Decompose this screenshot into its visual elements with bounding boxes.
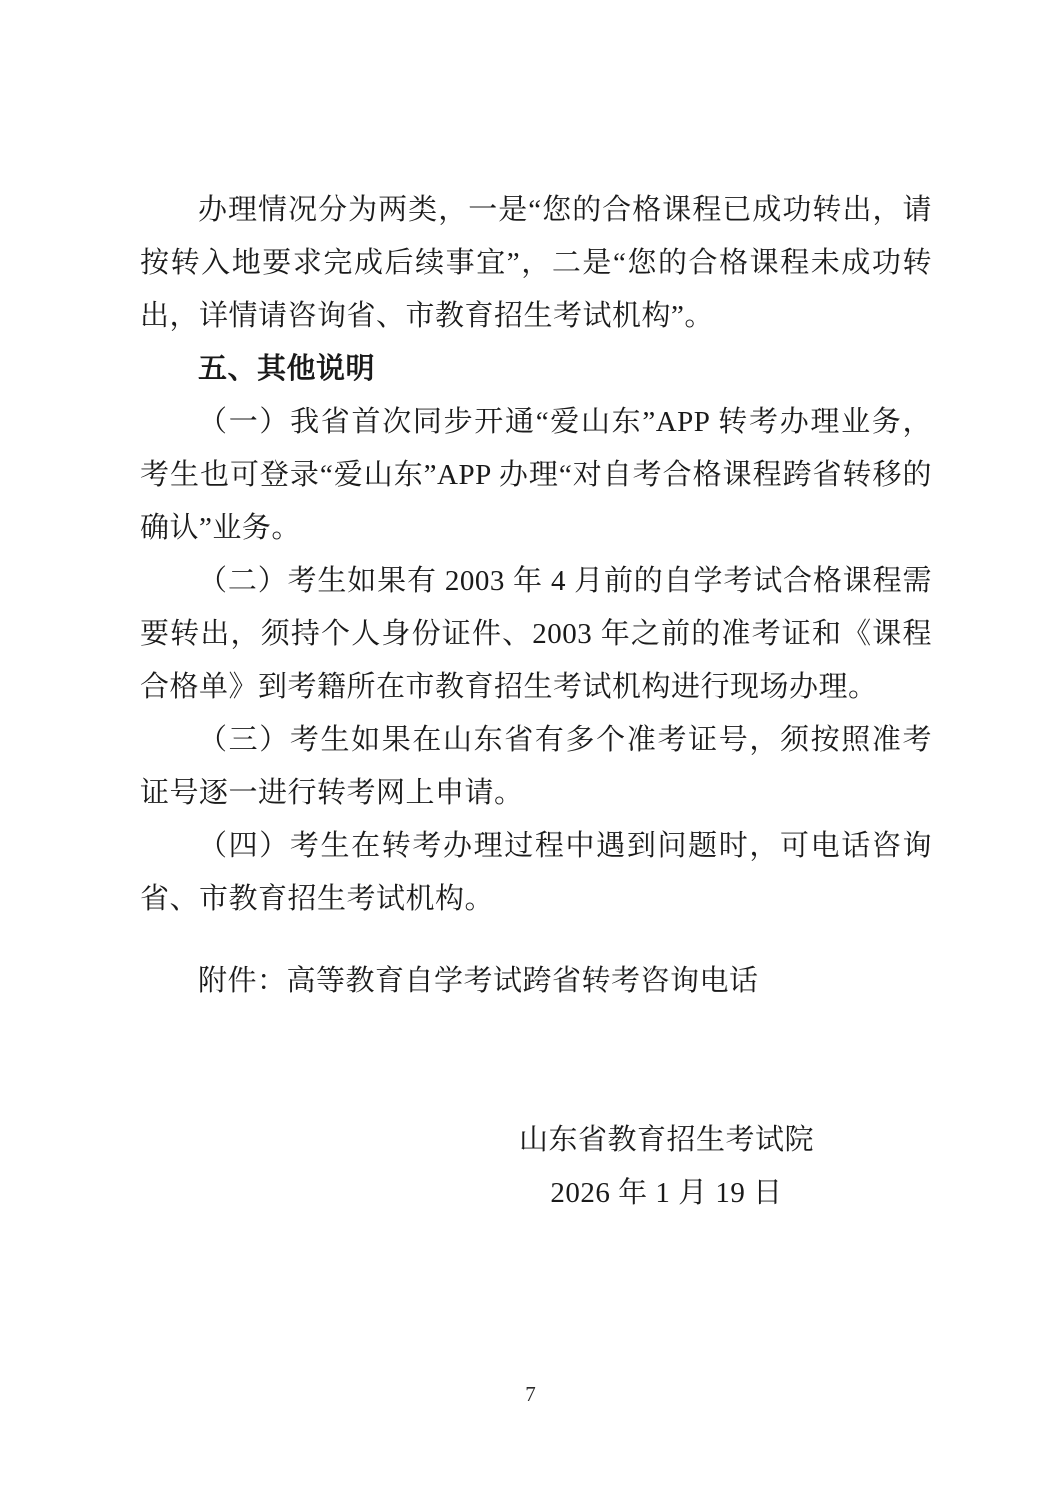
signature-block (519, 1114, 814, 1220)
item-paragraph-3: （三）考生如果在山东省有多个准考证号，须按照准考证号逐一进行转考网上申请。 (140, 724, 932, 809)
item-paragraph-4: （四）考生在转考办理过程中遇到问题时，可电话咨询省、市教育招生考试机构。 (140, 830, 932, 915)
item-paragraph-2: （二）考生如果有 2003 年 4 月前的自学考试合格课程需要转出，须持个人身份证件、2003 年之前的准考证和《课程合格单》到考籍所在市教育招生考试机构进行现场办理。 (140, 565, 932, 703)
item-paragraph-1: （一）我省首次同步开通“爱山东”APP 转考办理业务，考生也可登录“爱山东”APP 办理“对自考合格课程跨省转移的确认”业务。 (140, 406, 932, 544)
intro-paragraph: 办理情况分为两类，一是“您的合格课程已成功转出，请按转入地要求完成后续事宜”，二是“您的合格课程未成功转出，详情请咨询省、市教育招生考试机构”。 (140, 194, 932, 332)
page-number: 7 (525, 1382, 536, 1406)
document-content (140, 184, 932, 1220)
section-heading: 五、其他说明 (198, 353, 376, 385)
attachment-line: 附件：高等教育自学考试跨省转考咨询电话 (198, 965, 759, 997)
signature-organization: 山东省教育招生考试院 (518, 1124, 814, 1156)
signature-date: 2026 年 1 月 19 日 (550, 1177, 783, 1209)
